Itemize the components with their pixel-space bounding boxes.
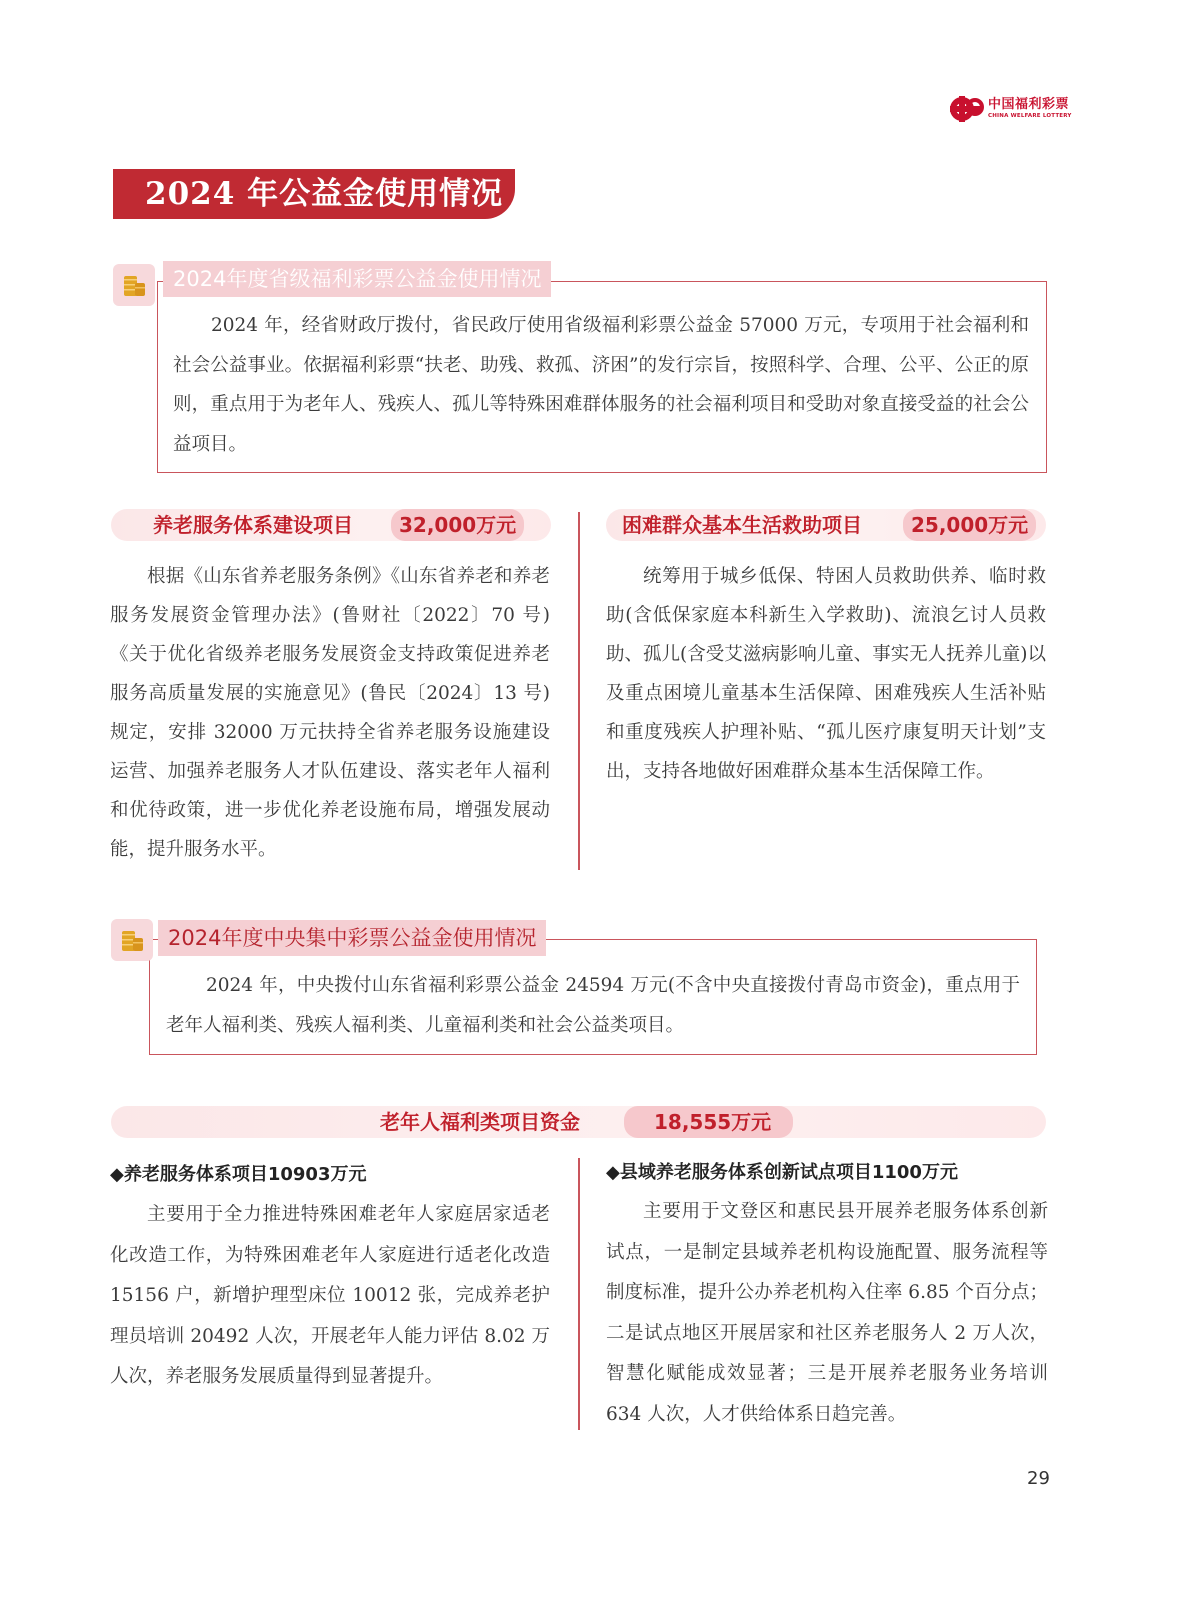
elderly-project-amount: 32,000万元 (391, 509, 524, 541)
left-body: 主要用于全力推进特殊困难老年人家庭居家适老化改造工作，为特殊困难老年人家庭进行适老化改造 15156 户，新增护理型床位 10012 张，完成养老护理员培训 20492 人次，开展老年人能力评估 8.02 万人次，养老服务发展质量得到显著提升。 (110, 1204, 550, 1387)
provincial-tab-label: 2024年度省级福利彩票公益金使用情况 (163, 261, 551, 297)
column-divider-top (578, 512, 580, 870)
provincial-coin-tab (113, 264, 155, 306)
elderly-project-body: 根据《山东省养老服务条例》《山东省养老和养老服务发展资金管理办法》(鲁财社〔2022〕70 号)《关于优化省级养老服务发展资金支持政策促进养老服务高质量发展的实施意见》(鲁民〔2024〕13 号)规定，安排 32000 万元扶持全省养老服务设施建设运营、加强养老服务人才队伍建设、落实老年人福利和优待政策，进一步优化养老设施布局，增强发展动能，提升服务水平。 (110, 566, 550, 860)
provincial-body: 2024 年，经省财政厅拨付，省民政厅使用省级福利彩票公益金 57000 万元，专项用于社会福利和社会公益事业。依据福利彩票“扶老、助残、救孤、济困”的发行宗旨，按照科学、合理、公平、公正的原则，重点用于为老年人、残疾人、孤儿等特殊困难群体服务的社会福利项目和受助对象直接受益的社会公益项目。 (173, 315, 1029, 455)
china-welfare-lottery-logo (948, 92, 1078, 126)
central-coin-tab (111, 919, 153, 961)
relief-project-title: 困难群众基本生活救助项目 (622, 513, 862, 537)
coin-stack-icon (119, 270, 149, 300)
logo-cn-text: 中国福利彩票 (988, 97, 1070, 113)
coin-stack-icon (117, 925, 147, 955)
relief-project-body: 统筹用于城乡低保、特困人员救助供养、临时救助(含低保家庭本科新生入学救助)、流浪乞讨人员救助、孤儿(含受艾滋病影响儿童、事实无人抚养儿童)以及重点困境儿童基本生活保障、困难残疾人生活补贴和重度残疾人护理补贴、“孤儿医疗康复明天计划”支出，支持各地做好困难群众基本生活保障工作。 (606, 566, 1046, 782)
lottery-logo-icon (948, 94, 984, 124)
elderly-welfare-title: 老年人福利类项目资金 (380, 1110, 580, 1134)
logo-en-text: CHINA WELFARE LOTTERY (988, 113, 1072, 120)
right-body: 主要用于文登区和惠民县开展养老服务体系创新试点，一是制定县域养老机构设施配置、服务流程等制度标准，提升公办养老机构入住率 6.85 个百分点；二是试点地区开展居家和社区养老服务人 2 万人次，智慧化赋能成效显著；三是开展养老服务业务培训 634 人次，人才供给体系日趋完善。 (606, 1201, 1048, 1425)
central-body: 2024 年，中央拨付山东省福利彩票公益金 24594 万元(不含中央直接拨付青岛市资金)，重点用于老年人福利类、残疾人福利类、儿童福利类和社会公益类项目。 (166, 975, 1020, 1036)
left-subheading: ◆养老服务体系项目10903万元 (110, 1164, 367, 1185)
page-number: 29 (1027, 1468, 1050, 1489)
central-tab-label: 2024年度中央集中彩票公益金使用情况 (158, 920, 546, 956)
column-divider-bottom (578, 1158, 580, 1430)
elderly-welfare-amount: 18,555万元 (624, 1106, 793, 1138)
right-subheading: ◆县域养老服务体系创新试点项目1100万元 (606, 1162, 958, 1183)
page-title: 2024 年公益金使用情况 (145, 176, 504, 212)
relief-project-amount: 25,000万元 (903, 509, 1036, 541)
elderly-project-title: 养老服务体系建设项目 (153, 513, 353, 537)
